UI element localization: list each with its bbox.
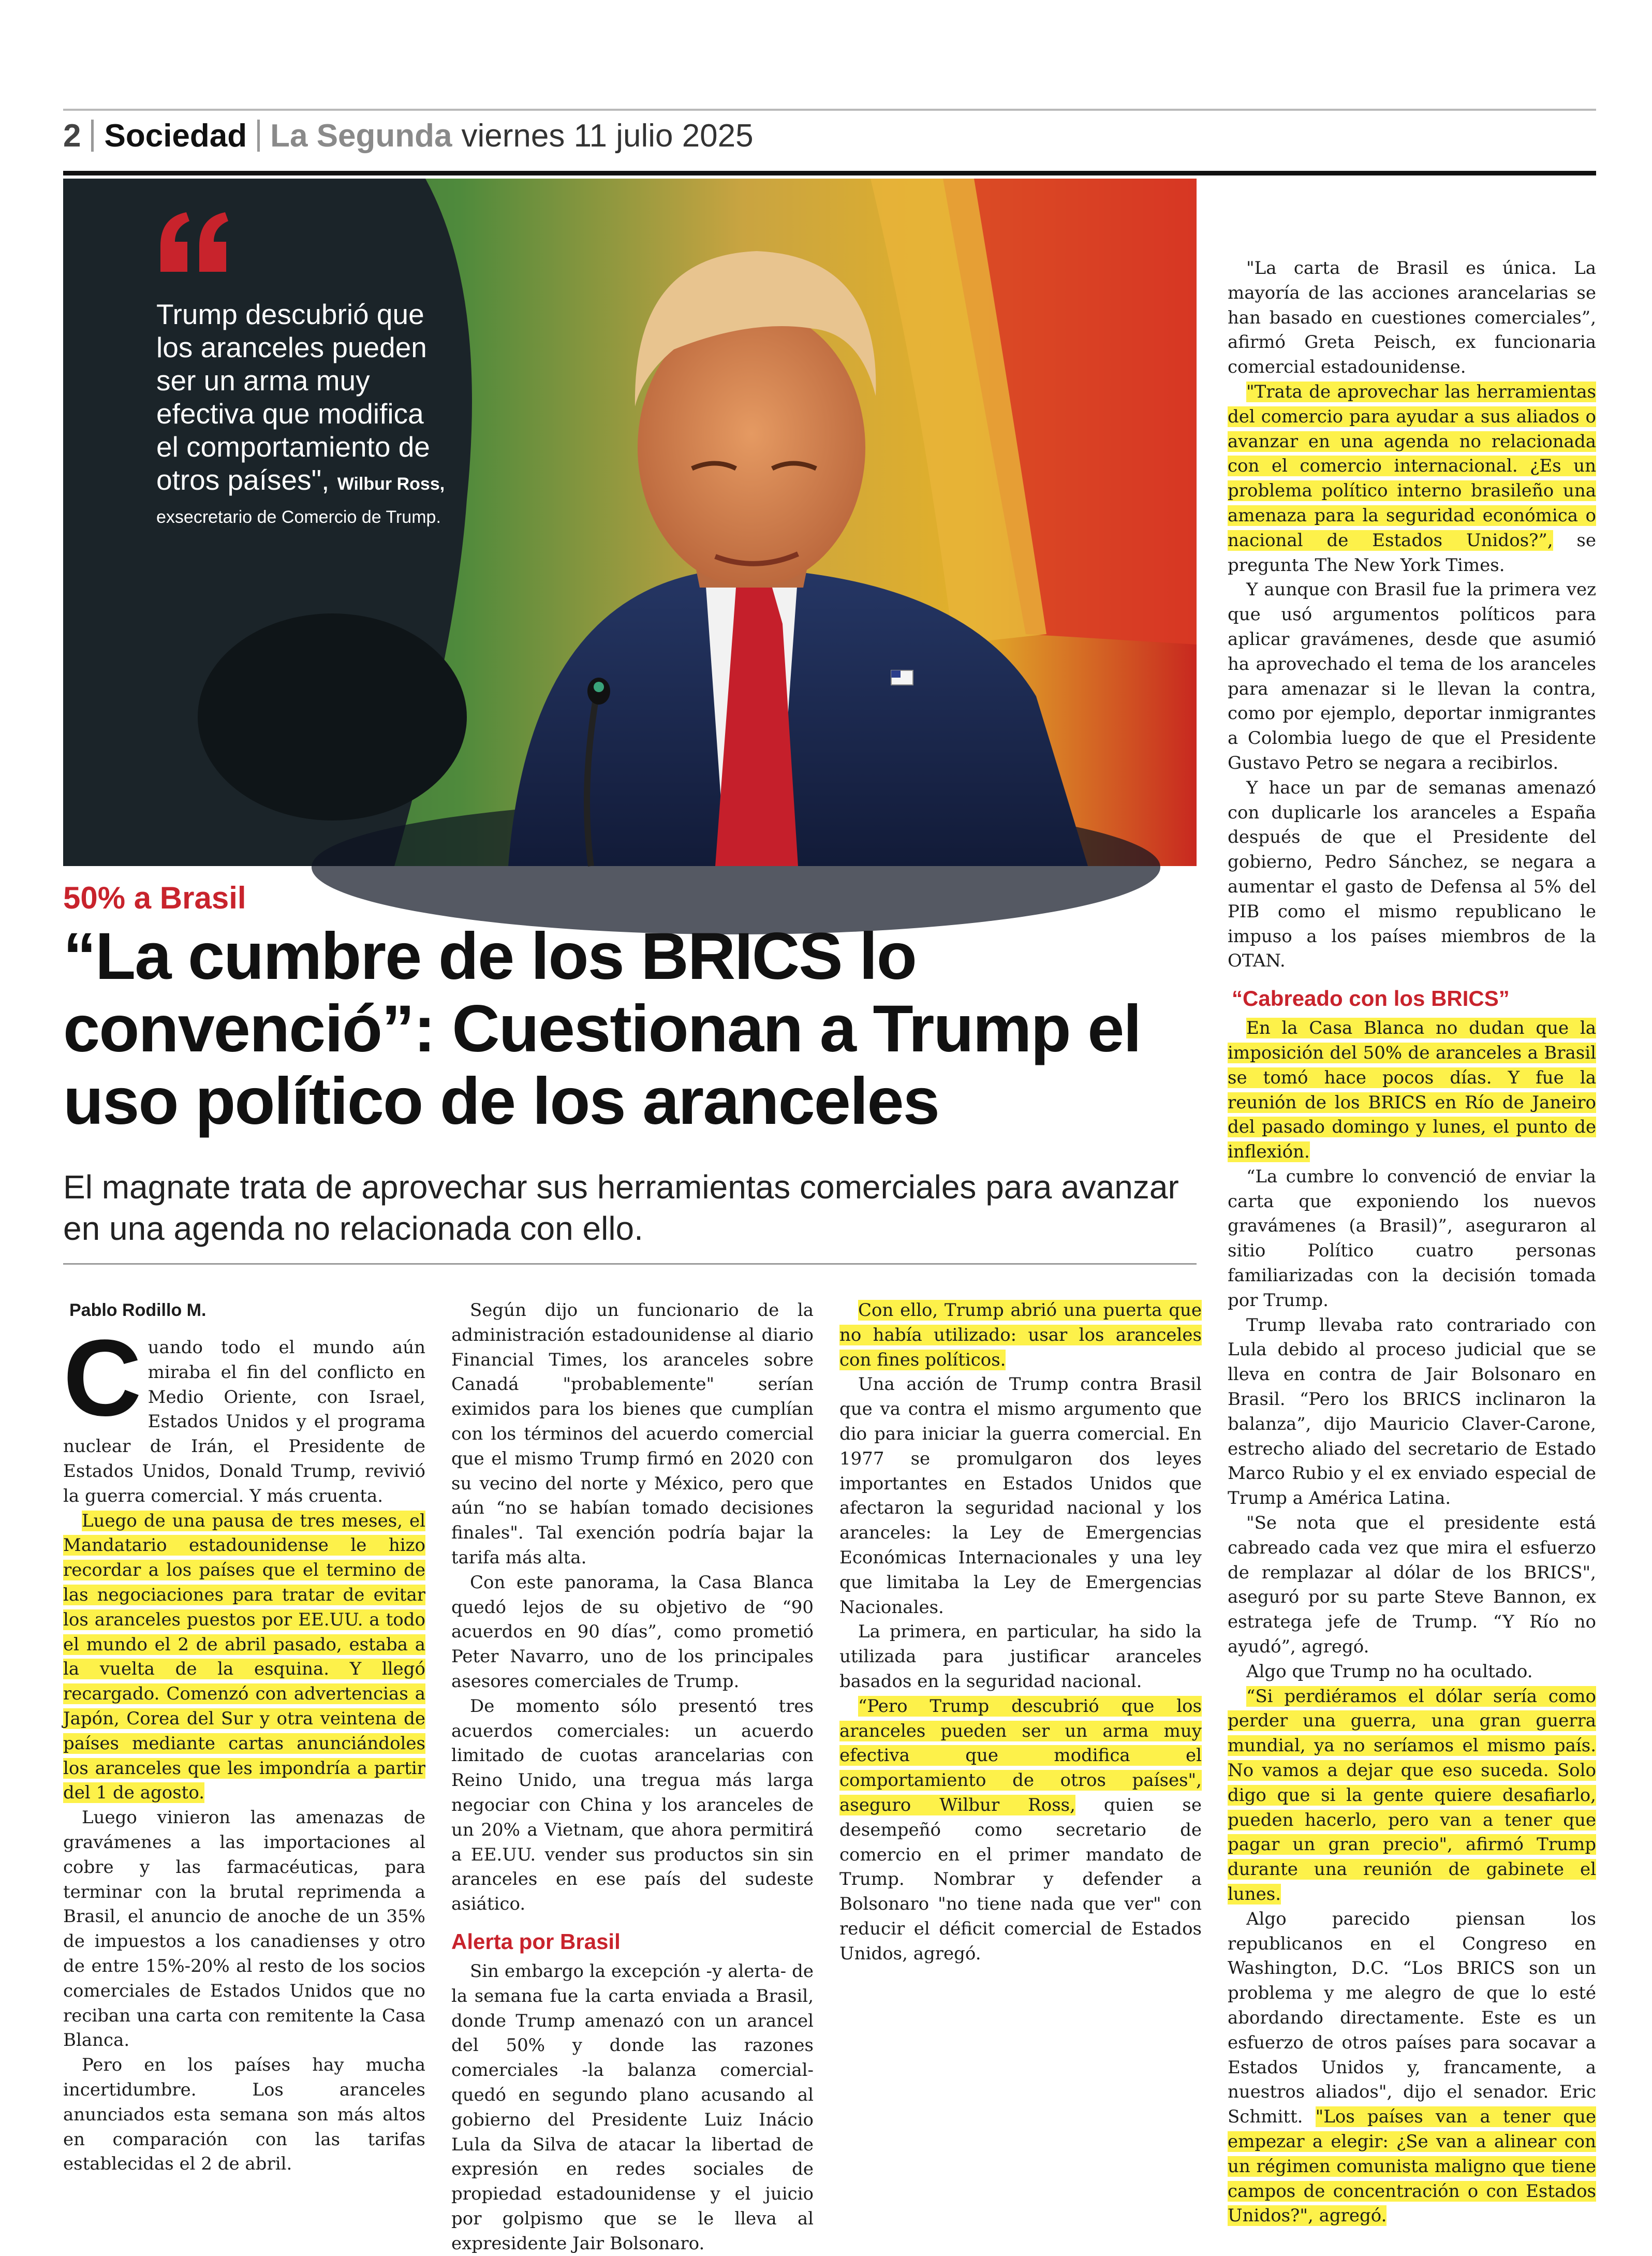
paragraph: Pero en los países hay mucha incertidumbre. Los aranceles anunciados esta semana son más altos en comparación con las tarifas establecidas el 2 de abril.	[63, 2055, 425, 2175]
highlighted-text: "Trata de aprovechar las herramientas del comercio para ayudar a sus aliados o avanzar en una agenda no relacionada con el comercio internacional. ¿Es un problema político interno brasileño una amenaza para la seguridad económica o nacional de Estados Unidos?”,	[1228, 381, 1596, 551]
article-deck: El magnate trata de aprovechar sus herramientas comerciales para avanzar en una agenda no relacionada con ello.	[63, 1168, 1179, 1247]
paragraph: Luego vinieron las amenazas de gravámenes a las importaciones al cobre y las farmacéuticas, para terminar con la brutal reprimenda a Brasil, el anuncio de anoche de un 35% de impuestos a los canadienses y otro de entre 15%-20% al resto de los socios comerciales de Estados Unidos que no reciban una carta con remitente la Casa Blanca.	[63, 1807, 425, 2051]
publication-name: La Segunda	[270, 118, 452, 154]
subhead-alerta-por-brasil: Alerta por Brasil	[451, 1929, 621, 1954]
paragraph	[839, 1298, 1202, 1372]
header-rule	[63, 171, 1596, 175]
issue-date: viernes 11 julio 2025	[461, 118, 754, 154]
paragraph: Con este panorama, la Casa Blanca quedó lejos de su objetivo de “90 acuerdos en 90 días”, como prometió Peter Navarro, uno de los principales asesores comerciales de Trump.	[451, 1572, 814, 1692]
article-column-1	[63, 1298, 425, 2177]
article-kicker: 50% a Brasil	[63, 881, 246, 915]
paragraph	[63, 1509, 425, 1806]
paragraph: Trump llevaba rato contrariado con Lula debido al proceso judicial que se lleva en contra de Jair Bolsonaro en Brasil. “Pero los BRICS inclinaron la balanza”, dijo Mauricio Claver-Carone, estrecho aliado del secretario de Estado Marco Rubio y el ex enviado especial de Trump a América Latina.	[1228, 1314, 1596, 1509]
pull-quote-text: Trump descubrió que los aranceles pueden ser un arma muy efectiva que modifica el comportamiento de otros países",	[156, 298, 430, 496]
pull-quote-name: Wilbur Ross,	[337, 474, 445, 494]
pull-quote	[156, 298, 446, 530]
paragraph-text: Algo parecido piensan los republicanos en el Congreso en Washington, D.C. “Los BRICS son un problema y me alegro de que lo esté abordando directamente. Este es un esfuerzo de otros países para socavar a Estados Unidos y, francamente, a nuestros aliados", dijo el senador. Eric Schmitt.	[1228, 1908, 1596, 2128]
quote-mark-icon	[155, 210, 233, 277]
paragraph: Sin embargo la excepción -y alerta- de la semana fue la carta enviada a Brasil, donde Trump amenazó con un arancel del 50% y donde las razones comerciales -la balanza comercial- quedó en segundo plano acusando al gobierno del Presidente Luiz Inácio Lula da Silva de atacar la libertad de expresión en redes sociales de propiedad estadounidense y el juicio por golpismo que se le lleva al expresidente Jair Bolsonaro.	[451, 1960, 814, 2254]
subhead-cabreado-con-los-brics: “Cabreado con los BRICS”	[1232, 986, 1510, 1011]
paragraph: Y hace un par de semanas amenazó con duplicarle los aranceles a España después de que el Presidente del gobierno, Pedro Sánchez, se negara a aumentar el gasto de Defensa al 5% del PIB como el mismo republicano le impuso a los países miembros de la OTAN.	[1228, 777, 1596, 972]
paragraph: “La cumbre lo convenció de enviar la carta que exponiendo los nuevos gravámenes (a Brasil)”, aseguraron al sitio Político cuatro personas familiarizadas con la decisión tomada por Trump.	[1228, 1166, 1596, 1311]
article-column-4	[1228, 256, 1596, 2229]
paragraph: De momento sólo presentó tres acuerdos comerciales: un acuerdo limitado de cuotas arancelarias con Reino Unido, una tregua más larga negociar con China y los aranceles de un 20% a Vietnam, que ahora permitirá a EE.UU. vender sus productos sin sin aranceles en ese país del sudeste asiático.	[451, 1695, 814, 1915]
paragraph	[1228, 1684, 1596, 1907]
article-column-3	[839, 1298, 1202, 1967]
paragraph	[839, 1694, 1202, 1967]
highlighted-text: Luego de una pausa de tres meses, el Mandatario estadounidense le hizo recordar a los países que el termino de las negociaciones para tratar de evitar los aranceles puestos por EE.UU. a todo el mundo el 2 de abril pasado, estaba a la vuelta de la esquina. Y llegó recargado. Comenzó con advertencias a Japón, Corea del Sur y otra veintena de países mediante cartas anunciándoles los aranceles que les impondría a partir del 1 de agosto.	[63, 1510, 425, 1804]
paragraph	[1228, 380, 1596, 578]
paragraph-text: quien se desempeñó como secretario de comercio en el primer mandato de Trump. Nombrar y defender a Bolsonaro "no tiene nada que ver" con reducir el déficit comercial de Estados Unidos, agregó.	[839, 1794, 1202, 1964]
lead-photo	[63, 179, 1197, 866]
paragraph-text: se pregunta The New York Times.	[1228, 530, 1596, 576]
paragraph: Según dijo un funcionario de la administración estadounidense al diario Financial Times, los aranceles sobre Canadá "probablemente" serían eximidos para los bienes que cumplían con los términos del acuerdo comercial que el mismo Trump firmó en 2020 con su vecino del norte y México, pero que aún “no se habían tomado decisiones finales". Tal exención podría bajar la tarifa más alta.	[451, 1300, 814, 1568]
deck-rule	[63, 1263, 1197, 1265]
article-headline: “La cumbre de los BRICS lo convenció”: Cuestionan a Trump el uso político de los aranceles	[63, 919, 1141, 1138]
header-divider	[257, 120, 260, 152]
article-column-2	[451, 1298, 814, 2256]
highlighted-text: "Los países van a tener que empezar a elegir: ¿Se van a alinear con un régimen comunista maligno que tiene campos de concentración o con Estados Unidos?", agregó.	[1228, 2106, 1596, 2226]
header-divider	[91, 120, 94, 152]
paragraph: "La carta de Brasil es única. La mayoría de las acciones arancelarias se han basado en cuestiones comerciales”, afirmó Greta Peisch, ex funcionaria comercial estadounidense.	[1228, 258, 1596, 378]
section-name: Sociedad	[104, 118, 247, 154]
pull-quote-role: exsecretario de Comercio de Trump.	[156, 507, 441, 527]
paragraph: "Se nota que el presidente está cabreado cada vez que mira el esfuerzo de remplazar al dólar de los BRICS", aseguró por su parte Steve Bannon, ex estratega jefe de Trump. “Y Río no ayudó”, agregó.	[1228, 1513, 1596, 1658]
paragraph	[1228, 1907, 1596, 2229]
byline: Pablo Rodillo M.	[69, 1300, 207, 1320]
paragraph-text: uando todo el mundo aún miraba el fin del conflicto en Medio Oriente, con Israel, Estados Unidos y el programa nuclear de Irán, el Presidente de Estados Unidos, Donald Trump, revivió la guerra comercial. Y más cruenta.	[63, 1337, 425, 1506]
paragraph: Algo que Trump no ha ocultado.	[1246, 1661, 1533, 1682]
paragraph: Y aunque con Brasil fue la primera vez que usó argumentos políticos para aplicar gravámenes, desde que asumió ha aprovechado el tema de los aranceles para amenazar si le llevan la contra, como por ejemplo, deportar inmigrantes a Colombia luego de que el Presidente Gustavo Petro se negara a recibirlos.	[1228, 579, 1596, 773]
paragraph	[1228, 1016, 1596, 1165]
highlighted-text: En la Casa Blanca no dudan que la imposición del 50% de aranceles a Brasil se tomó hace pocos días. Y fue la reunión de los BRICS en Río de Janeiro del pasado domingo y lunes, el punto de inflexión.	[1228, 1018, 1596, 1163]
highlighted-text: “Pero Trump descubrió que los aranceles pueden ser un arma muy efectiva que modifica el comportamiento de otros países", aseguro Wilbur Ross,	[839, 1695, 1202, 1815]
drop-cap: C	[63, 1317, 142, 1439]
page-header	[63, 115, 754, 156]
paragraph: Una acción de Trump contra Brasil que va contra el mismo argumento que dio para iniciar la guerra comercial. En 1977 se promulgaron dos leyes importantes en Estados Unidos que afectaron la seguridad nacional y los aranceles: la Ley de Emergencias Económicas Internacionales y una ley que limitaba la Ley de Emergencias Nacionales.	[839, 1374, 1202, 1618]
top-rule	[63, 109, 1596, 111]
paragraph-intro	[63, 1317, 425, 1509]
paragraph: La primera, en particular, ha sido la utilizada para justificar aranceles basados en la seguridad nacional.	[839, 1621, 1202, 1692]
highlighted-text: “Si perdiéramos el dólar sería como perder una guerra, una gran guerra mundial, ya no seríamos el mismo país. No vamos a dejar que eso suceda. Solo digo que si la gente quiere desafiarlo, pueden hacerlo, pero van a tener que pagar un gran precio", afirmó Trump durante una reunión de gabinete el lunes.	[1228, 1686, 1596, 1905]
page-number: 2	[63, 118, 81, 154]
highlighted-text: Con ello, Trump abrió una puerta que no había utilizado: usar los aranceles con fines políticos.	[839, 1300, 1202, 1370]
